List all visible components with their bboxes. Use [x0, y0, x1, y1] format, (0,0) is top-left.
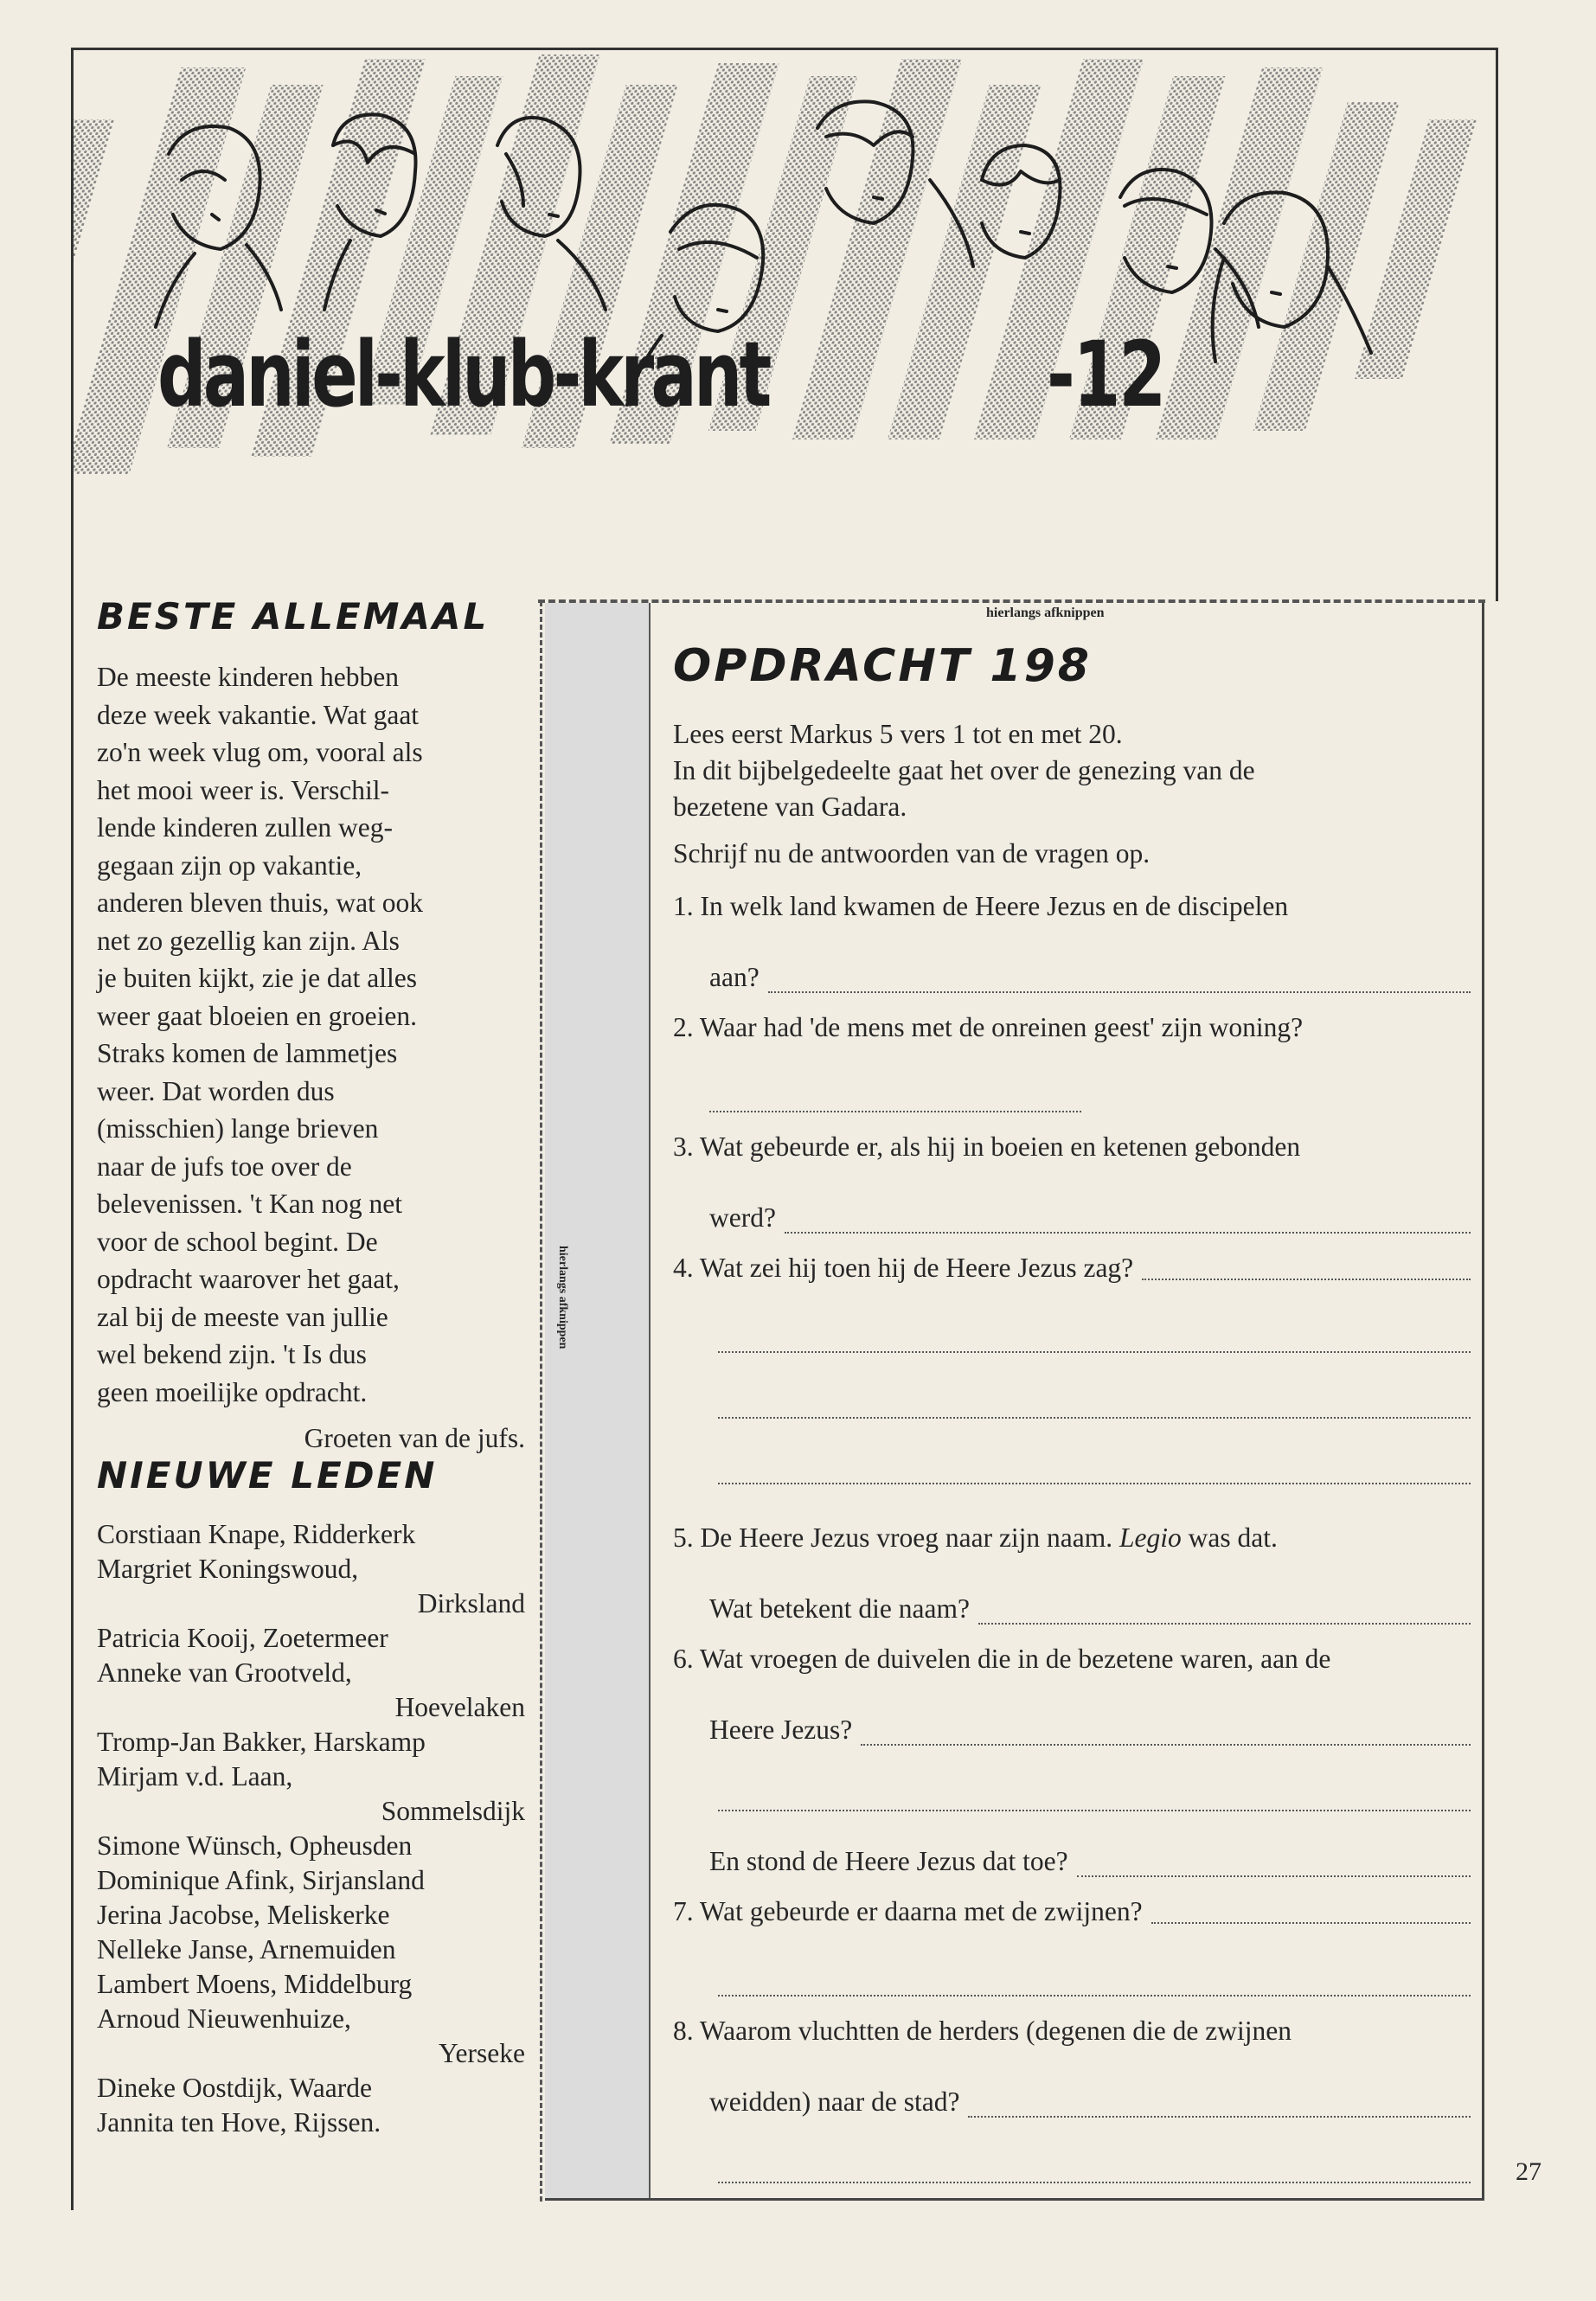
- box-bottom-rule: [545, 2198, 1482, 2201]
- members-heading: NIEUWE LEDEN: [97, 1454, 438, 1497]
- letter-body: [97, 658, 525, 1411]
- letter-line: gegaan zijn op vakantie,: [97, 849, 362, 881]
- answer-line-7[interactable]: [673, 1931, 1471, 1997]
- answer-line-6b[interactable]: [673, 1746, 1471, 1811]
- dotted-answer-line[interactable]: [709, 1086, 1081, 1112]
- answer-line-6c[interactable]: [673, 1811, 1471, 1877]
- question-1: 1. In welk land kwamen de Heere Jezus en de discipelen: [673, 891, 1289, 921]
- letter-line: deze week vakantie. Wat gaat: [97, 699, 420, 730]
- question-6-cont: Heere Jezus?: [709, 1715, 853, 1745]
- dotted-answer-line[interactable]: [718, 1393, 1471, 1419]
- member-line: Patricia Kooij, Zoetermeer: [97, 1623, 388, 1653]
- letter-line: weer. Dat worden dus: [97, 1075, 335, 1106]
- letter-line: zo'n week vlug om, vooral als: [97, 737, 423, 767]
- question-5-pre: 5. De Heere Jezus vroeg naar zijn naam.: [673, 1522, 1120, 1553]
- cut-margin-strip: [545, 603, 651, 2199]
- letter-line: (misschien) lange brieven: [97, 1113, 379, 1144]
- answer-line-2[interactable]: [673, 1047, 1471, 1112]
- letter-line: net zo gezellig kan zijn. Als: [97, 925, 400, 956]
- dotted-answer-line[interactable]: [785, 1208, 1471, 1234]
- letter-line: het mooi weer is. Verschil-: [97, 774, 389, 805]
- answer-line-8[interactable]: [673, 2050, 1471, 2118]
- question-7: [673, 1893, 1471, 1931]
- question-4: [673, 1249, 1471, 1287]
- letter-line: zal bij de meeste van jullie: [97, 1301, 388, 1332]
- member-line: Nelleke Janse, Arnemuiden: [97, 1934, 396, 1965]
- question-6-sub: En stond de Heere Jezus dat toe?: [709, 1846, 1068, 1876]
- question-5-emph: Legio: [1119, 1522, 1182, 1553]
- answer-line-4b[interactable]: [673, 1353, 1471, 1419]
- intro-line: bezetene van Gadara.: [673, 792, 907, 822]
- members-list: [97, 1517, 525, 2140]
- member-line: Yerseke: [438, 2038, 525, 2068]
- question-2: 2. Waar had 'de mens met de onreinen geest' zijn woning?: [673, 1012, 1304, 1042]
- dotted-answer-line[interactable]: [861, 1720, 1471, 1746]
- dotted-answer-line[interactable]: [718, 1785, 1471, 1811]
- answer-line-6[interactable]: [673, 1678, 1471, 1746]
- answer-line-3[interactable]: [673, 1166, 1471, 1234]
- letter-signoff: Groeten van de jufs.: [304, 1423, 525, 1453]
- member-line: Lambert Moens, Middelburg: [97, 1969, 413, 1999]
- dotted-answer-line[interactable]: [718, 2157, 1471, 2183]
- answer-line-5[interactable]: [673, 1557, 1471, 1625]
- dotted-answer-line[interactable]: [1151, 1898, 1471, 1924]
- member-line: Jerina Jacobse, Meliskerke: [97, 1900, 390, 1930]
- letter-line: weer gaat bloeien en groeien.: [97, 1000, 417, 1031]
- letter-line: De meeste kinderen hebben: [97, 662, 399, 692]
- dotted-answer-line[interactable]: [1077, 1851, 1471, 1877]
- dotted-answer-line[interactable]: [718, 1327, 1471, 1353]
- member-line: Tromp-Jan Bakker, Harskamp: [97, 1727, 426, 1757]
- issue-number: -12: [1047, 322, 1164, 427]
- question-6: 6. Wat vroegen de duivelen die in de bezetene waren, aan de: [673, 1644, 1331, 1674]
- intro-line: In dit bijbelgedeelte gaat het over de genezing van de: [673, 755, 1255, 785]
- answer-line-4c[interactable]: [673, 1419, 1471, 1484]
- question-5-cont: Wat betekent die naam?: [709, 1593, 970, 1624]
- letter-line: geen moeilijke opdracht.: [97, 1376, 368, 1407]
- dotted-answer-line[interactable]: [718, 1458, 1471, 1484]
- letter-line: je buiten kijkt, zie je dat alles: [97, 963, 418, 993]
- intro-line: Lees eerst Markus 5 vers 1 tot en met 20.: [673, 719, 1123, 749]
- letter-line: wel bekend zijn. 't Is dus: [97, 1339, 367, 1369]
- assignment-intro: [673, 716, 1471, 872]
- dotted-answer-line[interactable]: [1142, 1254, 1471, 1280]
- letter-line: voor de school begint. De: [97, 1226, 378, 1257]
- dotted-answer-line[interactable]: [768, 967, 1471, 993]
- header-illustration: [74, 50, 1496, 580]
- question-4-text: 4. Wat zei hij toen hij de Heere Jezus zag?: [673, 1253, 1134, 1283]
- member-line: Dineke Oostdijk, Waarde: [97, 2073, 372, 2103]
- member-line: Anneke van Grootveld,: [97, 1657, 352, 1688]
- letter-line: naar de jufs toe over de: [97, 1150, 352, 1182]
- dotted-answer-line[interactable]: [968, 2092, 1471, 2118]
- cut-label-top: hierlangs afknippen: [986, 606, 1105, 620]
- cut-line-top: [538, 599, 1485, 603]
- letter-line: lende kinderen zullen weg-: [97, 812, 393, 843]
- dotted-answer-line[interactable]: [978, 1599, 1471, 1625]
- answer-line-8b[interactable]: [673, 2118, 1471, 2183]
- member-line: Arnoud Nieuwenhuize,: [97, 2003, 351, 2034]
- member-line: Margriet Koningswoud,: [97, 1554, 359, 1584]
- member-line: Jannita ten Hove, Rijssen.: [97, 2107, 381, 2138]
- question-8: 8. Waarom vluchtten de herders (degenen die de zwijnen: [673, 2016, 1292, 2046]
- assignment-heading: OPDRACHT 198: [673, 640, 1092, 692]
- question-3-cont: werd?: [709, 1202, 776, 1233]
- question-5-post: was dat.: [1181, 1522, 1278, 1553]
- masthead-title: daniel-klub-krant: [157, 322, 769, 427]
- cut-label-side: hierlangs afknippen: [556, 1246, 569, 1349]
- question-1-cont: aan?: [709, 962, 760, 992]
- dotted-answer-line[interactable]: [718, 1971, 1471, 1997]
- member-line: Dominique Afink, Sirjansland: [97, 1865, 425, 1895]
- member-line: Mirjam v.d. Laan,: [97, 1761, 293, 1791]
- answer-line-4a[interactable]: [673, 1287, 1471, 1353]
- intro-line: Schrijf nu de antwoorden van de vragen op.: [673, 838, 1151, 868]
- page-number: 27: [1516, 2157, 1542, 2186]
- assignment-section: [673, 640, 1471, 2183]
- box-right-rule: [1482, 603, 1484, 2201]
- member-line: Simone Wünsch, Opheusden: [97, 1830, 413, 1861]
- greeting-heading: BESTE ALLEMAAL: [97, 595, 490, 638]
- question-5: [673, 1519, 1471, 1557]
- answer-line-1[interactable]: [673, 926, 1471, 993]
- letter-line: belevenissen. 't Kan nog net: [97, 1189, 402, 1219]
- frame-right-rule: [1496, 48, 1498, 601]
- question-8-cont: weidden) naar de stad?: [709, 2086, 960, 2117]
- letter-line: opdracht waarover het gaat,: [97, 1264, 400, 1294]
- letter-line: Straks komen de lammetjes: [97, 1038, 398, 1068]
- member-line: Hoevelaken: [394, 1692, 525, 1722]
- left-column: [97, 595, 525, 2140]
- question-3: 3. Wat gebeurde er, als hij in boeien en ketenen gebonden: [673, 1131, 1301, 1162]
- member-line: Corstiaan Knape, Ridderkerk: [97, 1519, 416, 1549]
- member-line: Dirksland: [417, 1588, 525, 1618]
- letter-line: anderen bleven thuis, wat ook: [97, 888, 424, 918]
- member-line: Sommelsdijk: [381, 1796, 525, 1826]
- question-7-text: 7. Wat gebeurde er daarna met de zwijnen?: [673, 1896, 1143, 1926]
- cut-line-left: [540, 601, 542, 2202]
